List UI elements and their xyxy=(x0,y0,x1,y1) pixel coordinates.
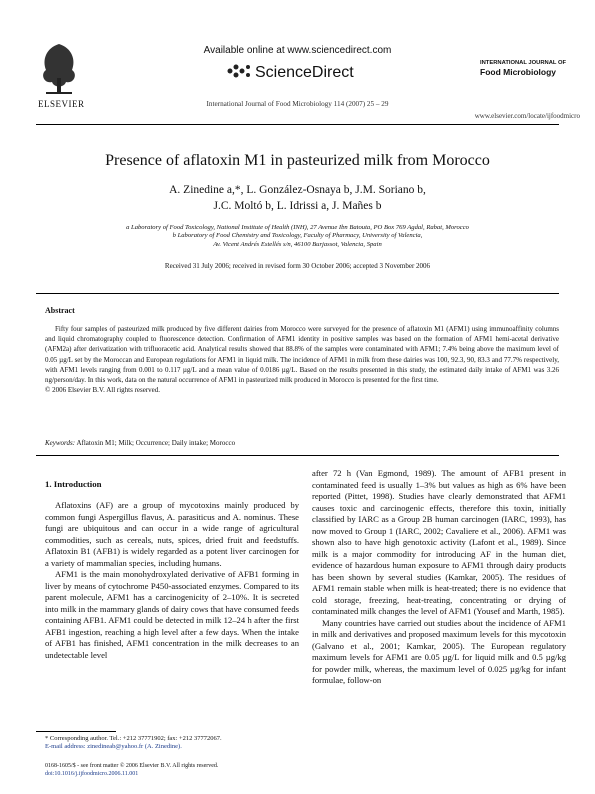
publisher-name: ELSEVIER xyxy=(38,99,85,109)
journal-citation: International Journal of Food Microbiology 114 (2007) 25 – 29 xyxy=(206,100,389,108)
authors-line-1: A. Zinedine a,*, L. González-Osnaya b, J.M. Soriano b, xyxy=(169,184,426,196)
author-list xyxy=(80,182,515,214)
affiliation-b-address: Av. Vicent Andrés Estellés s/n, 46100 Burjassot, Valencia, Spain xyxy=(213,240,382,248)
sciencedirect-logo-text: ScienceDirect xyxy=(255,64,354,81)
available-online-text[interactable]: Available online at www.sciencedirect.com xyxy=(203,45,392,56)
email-link[interactable]: E-mail address: zinedineab@yahoo.fr (A. Zinedine). xyxy=(45,743,182,750)
header-divider xyxy=(36,124,559,125)
footnote-divider xyxy=(36,731,116,732)
intro-paragraph-2: AFM1 is the main monohydroxylated derivative of AFB1 forming in liver by means of cytochrome P450-associated enzymes. Compared to its parent molecule, AFM1 has a carcinogenicity of 2–10%. It is secreted into milk in the mammary glands of dairy cows that have consumed feeds containing AFB1. AFM1 could be detected in milk 12–24 h after the first AFB1 ingestion, reaching a high level after a few days. When the intake of AFB1 has finished, AFM1 concentration in the milk decreases to an undetectable level xyxy=(45,569,299,660)
journal-small-title: INTERNATIONAL JOURNAL OF xyxy=(480,60,566,66)
authors-line-2: J.C. Moltó b, L. Idrissi a, J. Mañes b xyxy=(213,200,382,212)
abstract-text: Fifty four samples of pasteurized milk produced by five different dairies from Morocco were surveyed for the presence of aflatoxin M1 (AFM1) using immunoaffinity columns and liquid chromatography coupled to fluorescence detection. Confirmation of AFM1 identity in positive samples was based on the formation of AFM1 hemi-acetal derivative (AFM2a) after derivatization with trifluoracetic acid. Analytical results showed that 88.8% of the samples were contaminated with AFM1; 7.4% being above the maximum level of 0.05 µg/L set by the Moroccan and European regulations for AFM1 in liquid milk. The incidence of AFM1 in milk from these dairies was 100, 92.3, 90, 83.3 and 77.7% respectively, with AFM1 levels ranging from 0.001 to 0.117 µg/L and a mean value of 0.0186 µg/L. Based on the results presented in this study, the estimated daily intake of AFM1 was 3.26 ng/person/day. In this work, data on the natural occurrence of AFM1 in pasteurized milk produced in Morocco is presented for the first time. xyxy=(45,325,559,385)
journal-masthead xyxy=(480,60,580,77)
journal-name: Food Microbiology xyxy=(480,67,557,77)
front-matter-info xyxy=(45,762,345,778)
keywords-list: Aflatoxin M1; Milk; Occurrence; Daily intake; Morocco xyxy=(75,439,236,447)
affiliation-b: b Laboratory of Food Chemistry and Toxicology, Faculty of Pharmacy, University of Valencia, xyxy=(172,232,423,240)
intro-paragraph-4: Many countries have carried out studies about the incidence of AFM1 in milk and derivatives and proposed maximum levels for this mycotoxin (Galvano et al., 2001; Kamkar, 2005). The European regulatory maximum levels for AFM1 are 0.05 µg/L for liquid milk and 0.5 µg/kg for powder milk, whereas, the maximum level of 0.025 µg/kg for infant formulae, follow-on xyxy=(312,617,566,685)
keywords xyxy=(45,439,235,447)
sciencedirect-icon xyxy=(226,62,252,80)
received-dates: Received 31 July 2006; received in revised form 30 October 2006; accepted 3 November 2006 xyxy=(164,262,431,270)
abstract-top-divider xyxy=(36,293,559,294)
intro-paragraph-3: after 72 h (Van Egmond, 1989). The amount of AFB1 present in contaminated feed is usually 1–3% but values as high as 6% have been reported (Pittet, 1998). Studies have clearly demonstrated that AFM1 causes toxic and carcinogenic effects, therefore this toxin, initially classified by IARC as a Group 2B human carcinogen (IARC, 1993), has now moved to Group 1 (IARC, 2002; Cavaliere et al., 2006). AFM1 was shown also to have high genotoxic activity (Lafont et al., 1989). Since milk is a major commodity for introducing AF in the human diet, evidence of hazardous human exposure to AFM1 through dairy products has been shown by several studies (Kamkar, 2005). The residues of AFM1 remain stable when milk is heat-treated; there is no evidence that cold storage, freezing, heat-treating, concentrating or drying of contaminated milk changes the level of AFM1 (Yousef and Marth, 1985). xyxy=(312,468,566,616)
issn-line: 0168-1605/$ - see front matter © 2006 Elsevier B.V. All rights reserved. xyxy=(45,763,219,769)
article-title: Presence of aflatoxin M1 in pasteurized milk from Morocco xyxy=(105,152,490,169)
keywords-label: Keywords: xyxy=(45,439,76,447)
right-column xyxy=(312,468,566,687)
doi-link[interactable]: doi:10.1016/j.ijfoodmicro.2006.11.001 xyxy=(45,771,139,777)
footnote xyxy=(45,735,299,751)
copyright-notice: © 2006 Elsevier B.V. All rights reserved. xyxy=(45,386,161,395)
abstract-body xyxy=(45,324,559,395)
section-heading-introduction: 1. Introduction xyxy=(45,479,102,489)
intro-paragraph-1: Aflatoxins (AF) are a group of mycotoxins mainly produced by common fungi Aspergillus flavus, A. parasiticus and A. nominus. These fungi are ubiquitous and can occur in a wide range of agricultural commodities, such as cereals, nuts, spices, dried fruit and feedstuffs. Aflatoxin B1 (AFB1) is widely regarded as a potent liver carcinogen for a variety of mammalian species, including humans. xyxy=(45,500,299,568)
affiliation-a: a Laboratory of Food Toxicology, National Institute of Health (INH), 27 Avenue Ibn Batouta, PO Box 769 Agdal, Rabat, Morocco xyxy=(126,224,469,231)
abstract-heading: Abstract xyxy=(45,306,75,315)
left-column xyxy=(45,500,299,661)
abstract-bottom-divider xyxy=(36,455,559,456)
affiliations xyxy=(60,224,535,249)
journal-url-link[interactable]: www.elsevier.com/locate/ijfoodmicro xyxy=(474,112,580,120)
corresponding-author: * Corresponding author. Tel.: +212 37771902; fax: +212 37772067. xyxy=(45,735,222,742)
